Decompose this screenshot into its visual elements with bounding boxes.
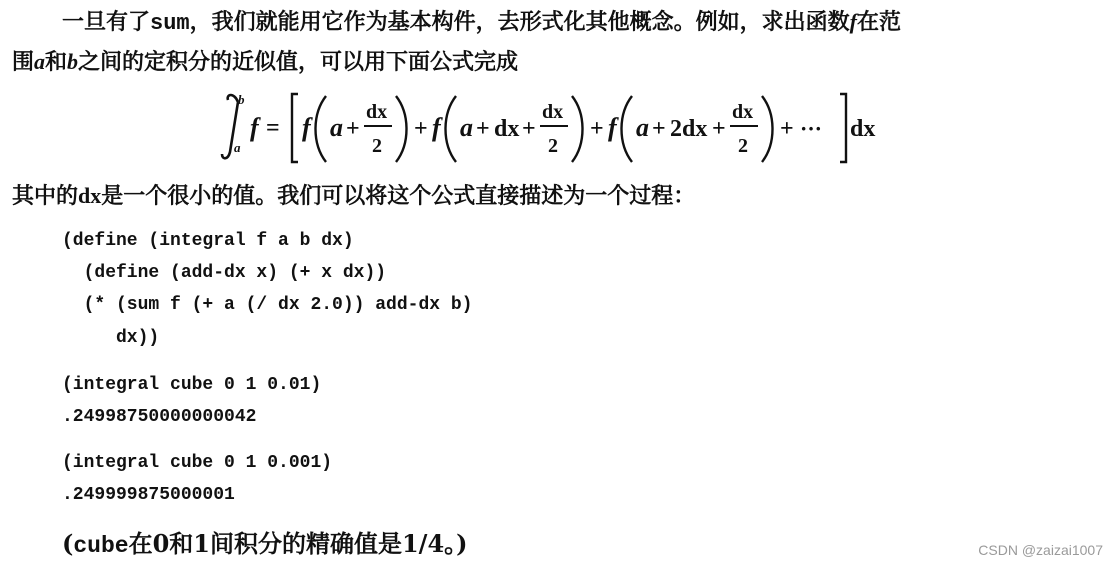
formula-dx-numerator: dx: [542, 101, 564, 123]
code-line: (* (sum f (+ a (/ dx 2.0)) add-dx b): [62, 295, 473, 315]
intro-text: 在范: [856, 9, 901, 35]
intro-text: 之间的定积分的近似值，可以用下面公式完成: [78, 49, 519, 75]
formula-a-term1: a: [330, 113, 343, 142]
formula-plus: +: [590, 116, 604, 142]
code-line: (define (integral f a b dx): [62, 231, 354, 251]
closing-note: [62, 528, 468, 562]
intro-text: 和: [45, 49, 68, 75]
variable-b: b: [67, 49, 79, 74]
body-text: 其中的: [12, 183, 79, 209]
paren-open-icon: [316, 96, 327, 162]
example-call: (integral cube 0 1 0.01): [62, 375, 322, 395]
formula-two-denominator: 2: [372, 135, 382, 157]
variable-a: a: [34, 49, 46, 74]
inline-code-sum: sum: [150, 11, 190, 36]
integral-formula: [220, 88, 900, 168]
formula-dx: dx: [494, 116, 520, 142]
formula-f: f: [250, 113, 259, 142]
formula-plus: +: [652, 116, 666, 142]
formula-f-term2: f: [432, 113, 441, 142]
formula-dx-trailing: dx: [850, 116, 876, 142]
watermark: CSDN @zaizai1007: [978, 542, 1103, 558]
paren-close-icon: [396, 96, 407, 162]
paren-close-icon: [762, 96, 773, 162]
note-text: 在0和1间积分的精确值是1/4。): [128, 529, 468, 558]
formula-two-denominator: 2: [548, 135, 558, 157]
formula-plus: +: [476, 116, 490, 142]
formula-plus: +: [346, 116, 360, 142]
formula-dx-numerator: dx: [732, 101, 754, 123]
code-line: (define (add-dx x) (+ x dx)): [62, 263, 387, 283]
inline-dx: dx: [78, 183, 102, 208]
after-formula-line: [12, 180, 695, 212]
right-bracket-icon: [840, 94, 846, 162]
intro-text: 一旦有了: [62, 9, 151, 35]
body-text: 是一个很小的值。我们可以将这个公式直接描述为一个过程：: [101, 183, 696, 209]
formula-plus: +: [712, 116, 726, 142]
example-result: .24998750000000042: [62, 407, 257, 427]
formula-plus: +: [780, 116, 794, 142]
left-bracket-icon: [292, 94, 298, 162]
formula-a-term2: a: [460, 113, 473, 142]
intro-line-2: [12, 46, 518, 78]
formula-f-term1: f: [302, 113, 311, 142]
intro-text: 围: [12, 49, 35, 75]
formula-a-term3: a: [636, 113, 649, 142]
integral-lower-limit: a: [234, 140, 241, 155]
note-paren: (: [62, 529, 74, 558]
formula-dx-numerator: dx: [366, 101, 388, 123]
paren-open-icon: [622, 96, 633, 162]
formula-two-dx: 2dx: [670, 116, 708, 142]
example-result: .249999875000001: [62, 485, 235, 505]
function-variable-f: f: [849, 9, 857, 34]
formula-ellipsis: ···: [800, 116, 823, 141]
intro-text: ，我们就能用它作为基本构件，去形式化其他概念。例如，求出函数: [189, 9, 850, 35]
formula-two-denominator: 2: [738, 135, 748, 157]
intro-line-1: [62, 6, 901, 40]
inline-code-cube: cube: [73, 533, 129, 559]
integral-upper-limit: b: [238, 92, 245, 107]
code-line: dx)): [62, 328, 160, 348]
paren-open-icon: [446, 96, 457, 162]
paren-close-icon: [572, 96, 583, 162]
formula-f-term3: f: [608, 113, 617, 142]
formula-plus: +: [414, 116, 428, 142]
formula-equals: =: [266, 115, 280, 141]
example-call: (integral cube 0 1 0.001): [62, 453, 333, 473]
formula-plus: +: [522, 116, 536, 142]
